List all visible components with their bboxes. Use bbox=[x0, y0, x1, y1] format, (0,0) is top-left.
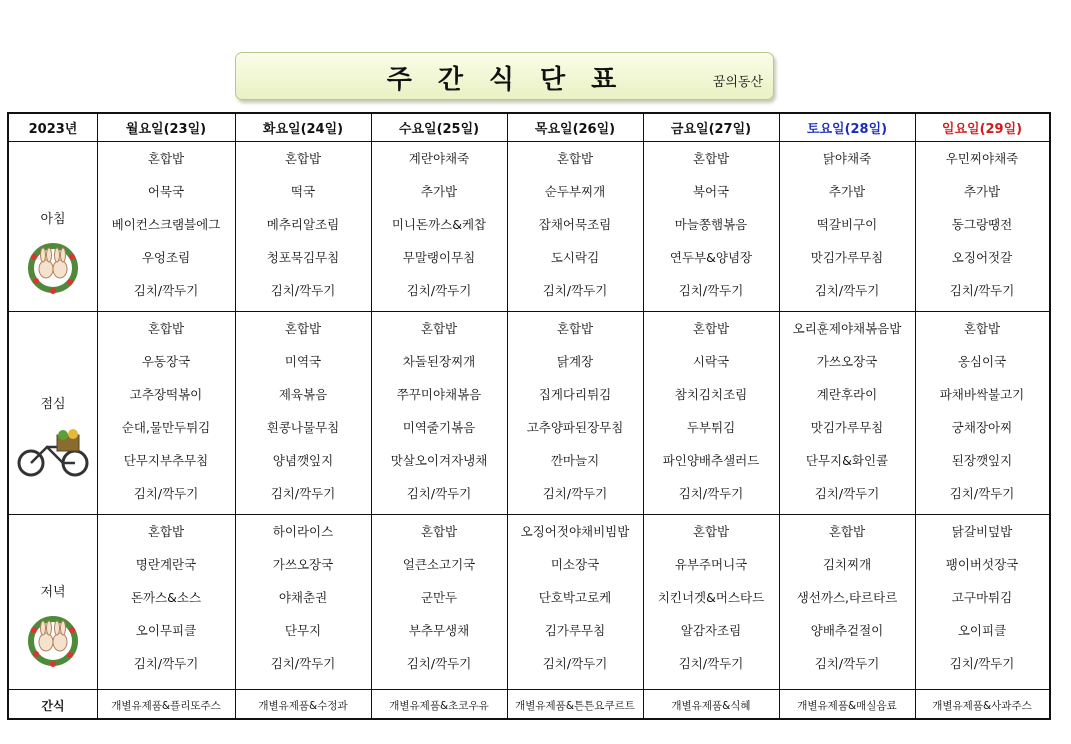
menu-item: 혼합밥 bbox=[828, 524, 866, 539]
menu-item: 마늘쫑햄볶음 bbox=[674, 217, 748, 232]
snack-cell-mon: 개별유제품&플리또주스 bbox=[111, 700, 221, 712]
menu-cell-thu bbox=[507, 515, 643, 680]
menu-item: 어묵국 bbox=[147, 184, 185, 199]
menu-item: 단무지 bbox=[284, 623, 322, 638]
snack-cell-fri: 개별유제품&식혜 bbox=[671, 700, 751, 712]
menu-cell-wed bbox=[371, 142, 507, 307]
menu-cell-tue bbox=[235, 515, 371, 680]
menu-item: 도시락김 bbox=[550, 250, 600, 265]
meal-label-breakfast: 아침 bbox=[40, 212, 66, 227]
menu-item: 연두부&양념장 bbox=[669, 250, 753, 265]
page-subtitle: 꿈의동산 bbox=[712, 75, 763, 90]
menu-item: 궁채장아찌 bbox=[951, 420, 1013, 435]
menu-item: 군만두 bbox=[420, 590, 458, 605]
menu-item: 혼합밥 bbox=[692, 151, 730, 166]
menu-cell-mon bbox=[97, 312, 235, 510]
meal-label-lunch: 점심 bbox=[40, 397, 66, 412]
menu-item: 김치/깍두기 bbox=[814, 283, 880, 298]
menu-item: 잡채어묵조림 bbox=[538, 217, 612, 232]
menu-item: 혼합밥 bbox=[284, 321, 322, 336]
menu-item: 혼합밥 bbox=[420, 524, 458, 539]
horizontal-rule bbox=[9, 689, 1049, 690]
menu-item: 두부튀김 bbox=[686, 420, 736, 435]
day-header-thu: 목요일(26일) bbox=[534, 122, 616, 137]
menu-item: 베이컨스크램블에그 bbox=[111, 217, 221, 232]
title-banner bbox=[235, 52, 774, 100]
menu-item: 떡갈비구이 bbox=[816, 217, 878, 232]
menu-item: 가쓰오장국 bbox=[816, 354, 878, 369]
menu-item: 김치/깍두기 bbox=[406, 486, 472, 501]
day-header-tue: 화요일(24일) bbox=[262, 122, 344, 137]
menu-item: 얼큰소고기국 bbox=[402, 557, 476, 572]
menu-item: 김치/깍두기 bbox=[133, 486, 199, 501]
menu-item: 오이피클 bbox=[957, 623, 1007, 638]
menu-item: 단무지부추무침 bbox=[123, 453, 209, 468]
menu-item: 우엉조림 bbox=[141, 250, 191, 265]
menu-item: 맛살오이겨자냉채 bbox=[390, 453, 488, 468]
menu-item: 김치/깍두기 bbox=[814, 486, 880, 501]
menu-item: 김치/깍두기 bbox=[949, 656, 1015, 671]
menu-item: 깐마늘지 bbox=[550, 453, 600, 468]
menu-item: 맛김가루무침 bbox=[810, 420, 884, 435]
menu-item: 김치/깍두기 bbox=[678, 656, 744, 671]
menu-item: 고추양파된장무침 bbox=[526, 420, 624, 435]
menu-item: 김치/깍두기 bbox=[406, 283, 472, 298]
menu-item: 김치/깍두기 bbox=[270, 283, 336, 298]
menu-item: 우동장국 bbox=[141, 354, 191, 369]
menu-item: 된장깻잎지 bbox=[951, 453, 1013, 468]
menu-cell-fri bbox=[643, 142, 779, 307]
menu-item: 순대,물만두튀김 bbox=[121, 420, 211, 435]
day-header-sun: 일요일(29일) bbox=[941, 122, 1023, 137]
snack-cell-wed: 개별유제품&초코우유 bbox=[389, 700, 489, 712]
menu-cell-thu bbox=[507, 312, 643, 510]
menu-item: 혼합밥 bbox=[147, 321, 185, 336]
menu-item: 닭계장 bbox=[556, 354, 594, 369]
menu-item: 야채춘권 bbox=[278, 590, 328, 605]
menu-cell-tue bbox=[235, 312, 371, 510]
menu-item: 흰콩나물무침 bbox=[266, 420, 340, 435]
menu-item: 오이무피클 bbox=[135, 623, 197, 638]
menu-item: 명란계란국 bbox=[135, 557, 197, 572]
menu-cell-mon bbox=[97, 515, 235, 680]
menu-item: 혼합밥 bbox=[147, 151, 185, 166]
menu-item: 하이라이스 bbox=[272, 524, 334, 539]
menu-item: 혼합밥 bbox=[284, 151, 322, 166]
menu-item: 계란후라이 bbox=[816, 387, 878, 402]
menu-item: 무말랭이무침 bbox=[402, 250, 476, 265]
menu-item: 단호박고로케 bbox=[538, 590, 612, 605]
snack-cell-tue: 개별유제품&수정과 bbox=[258, 700, 348, 712]
menu-item: 북어국 bbox=[692, 184, 730, 199]
menu-item: 단무지&화인콜 bbox=[805, 453, 889, 468]
menu-item: 오리훈제야채볶음밥 bbox=[792, 321, 902, 336]
menu-item: 치킨너겟&머스타드 bbox=[657, 590, 765, 605]
menu-item: 우민찌야채죽 bbox=[945, 151, 1019, 166]
menu-item: 양념깻잎지 bbox=[272, 453, 334, 468]
menu-cell-wed bbox=[371, 515, 507, 680]
menu-item: 미역줄기볶음 bbox=[402, 420, 476, 435]
menu-item: 김치/깍두기 bbox=[270, 656, 336, 671]
menu-item: 순두부찌개 bbox=[544, 184, 606, 199]
menu-cell-sun bbox=[915, 515, 1049, 680]
meal-label-dinner: 저녁 bbox=[40, 585, 66, 600]
menu-item: 오징어젓야채비빔밥 bbox=[520, 524, 630, 539]
menu-item: 혼합밥 bbox=[420, 321, 458, 336]
menu-item: 미니돈까스&케찹 bbox=[391, 217, 487, 232]
menu-item: 오징어젓갈 bbox=[951, 250, 1013, 265]
menu-item: 혼합밥 bbox=[692, 524, 730, 539]
menu-item: 동그랑땡전 bbox=[951, 217, 1013, 232]
menu-item: 혼합밥 bbox=[692, 321, 730, 336]
menu-item: 메추리알조림 bbox=[266, 217, 340, 232]
menu-item: 김치/깍두기 bbox=[814, 656, 880, 671]
menu-cell-wed bbox=[371, 312, 507, 510]
menu-item: 혼합밥 bbox=[147, 524, 185, 539]
menu-item: 파채바싹불고기 bbox=[939, 387, 1025, 402]
menu-cell-fri bbox=[643, 312, 779, 510]
page-title: 주간식단표 bbox=[386, 65, 643, 95]
snack-cell-thu: 개별유제품&튼튼요쿠르트 bbox=[515, 700, 635, 712]
menu-item: 김치/깍두기 bbox=[678, 283, 744, 298]
menu-item: 닭야채죽 bbox=[822, 151, 872, 166]
menu-item: 가쓰오장국 bbox=[272, 557, 334, 572]
menu-item: 청포묵김무침 bbox=[266, 250, 340, 265]
day-header-fri: 금요일(27일) bbox=[670, 122, 752, 137]
menu-item: 김가루무침 bbox=[544, 623, 606, 638]
menu-cell-sat bbox=[779, 515, 915, 680]
menu-item: 김치/깍두기 bbox=[949, 283, 1015, 298]
menu-item: 추가밥 bbox=[420, 184, 458, 199]
menu-item: 알감자조림 bbox=[680, 623, 742, 638]
menu-cell-mon bbox=[97, 142, 235, 307]
snack-label: 간식 bbox=[41, 699, 65, 713]
menu-item: 추가밥 bbox=[828, 184, 866, 199]
menu-cell-sat bbox=[779, 312, 915, 510]
menu-item: 김치/깍두기 bbox=[542, 486, 608, 501]
menu-cell-sun bbox=[915, 142, 1049, 307]
menu-item: 혼합밥 bbox=[556, 321, 594, 336]
menu-item: 김치/깍두기 bbox=[270, 486, 336, 501]
menu-item: 미역국 bbox=[284, 354, 322, 369]
menu-item: 팽이버섯장국 bbox=[945, 557, 1019, 572]
day-header-wed: 수요일(25일) bbox=[398, 122, 480, 137]
menu-item: 김치/깍두기 bbox=[542, 656, 608, 671]
menu-item: 맛김가루무침 bbox=[810, 250, 884, 265]
menu-item: 돈까스&소스 bbox=[130, 590, 202, 605]
menu-item: 미소장국 bbox=[550, 557, 600, 572]
day-header-sat: 토요일(28일) bbox=[806, 122, 888, 137]
menu-cell-tue bbox=[235, 142, 371, 307]
menu-item: 김치/깍두기 bbox=[542, 283, 608, 298]
menu-cell-sat bbox=[779, 142, 915, 307]
snack-cell-sun: 개별유제품&사과주스 bbox=[932, 700, 1032, 712]
menu-item: 계란야채죽 bbox=[408, 151, 470, 166]
menu-item: 떡국 bbox=[290, 184, 316, 199]
menu-item: 고구마튀김 bbox=[951, 590, 1013, 605]
menu-item: 생선까스,타르타르 bbox=[796, 590, 898, 605]
menu-item: 닭갈비덮밥 bbox=[951, 524, 1013, 539]
menu-item: 김치/깍두기 bbox=[406, 656, 472, 671]
menu-item: 파인양배추샐러드 bbox=[662, 453, 760, 468]
menu-item: 혼합밥 bbox=[963, 321, 1001, 336]
menu-item: 차돌된장찌개 bbox=[402, 354, 476, 369]
menu-item: 김치/깍두기 bbox=[133, 283, 199, 298]
menu-item: 김치/깍두기 bbox=[678, 486, 744, 501]
menu-item: 집게다리튀김 bbox=[538, 387, 612, 402]
menu-item: 부추무생채 bbox=[408, 623, 470, 638]
menu-item: 고추장떡볶이 bbox=[129, 387, 203, 402]
bunnies-wreath-icon bbox=[22, 235, 84, 301]
menu-item: 혼합밥 bbox=[556, 151, 594, 166]
menu-item: 김치/깍두기 bbox=[949, 486, 1015, 501]
menu-item: 시락국 bbox=[692, 354, 730, 369]
menu-cell-thu bbox=[507, 142, 643, 307]
menu-item: 옹심이국 bbox=[957, 354, 1007, 369]
year-header: 2023년 bbox=[28, 122, 78, 137]
menu-item: 제육볶음 bbox=[278, 387, 328, 402]
menu-table bbox=[7, 112, 1051, 720]
menu-item: 참치김치조림 bbox=[674, 387, 748, 402]
menu-item: 양배추겉절이 bbox=[810, 623, 884, 638]
bunnies-wreath-icon bbox=[22, 608, 84, 674]
menu-item: 유부주머니국 bbox=[674, 557, 748, 572]
menu-item: 쭈꾸미야채볶음 bbox=[396, 387, 482, 402]
menu-item: 김치/깍두기 bbox=[133, 656, 199, 671]
bicycle-icon bbox=[17, 427, 89, 483]
menu-item: 김치찌개 bbox=[822, 557, 872, 572]
menu-cell-sun bbox=[915, 312, 1049, 510]
menu-item: 추가밥 bbox=[963, 184, 1001, 199]
day-header-mon: 월요일(23일) bbox=[125, 122, 207, 137]
snack-cell-sat: 개별유제품&매실음료 bbox=[797, 700, 897, 712]
menu-cell-fri bbox=[643, 515, 779, 680]
